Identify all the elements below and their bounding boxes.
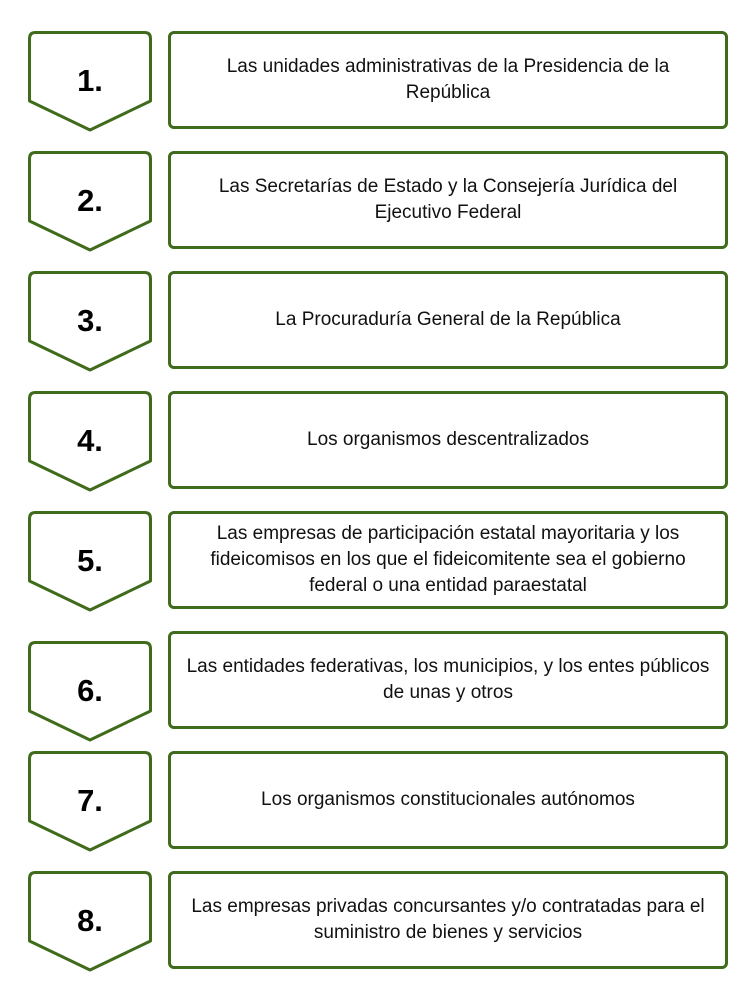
list-item-8 [0,871,752,975]
chevron-shape [28,871,152,975]
list-item-4 [0,391,752,495]
item-number: 5. [77,543,103,578]
item-text: Los organismos descentralizados [307,429,589,450]
item-box [168,391,728,489]
list-item-5 [0,511,752,615]
item-box [168,151,728,249]
item-number: 7. [77,783,103,818]
item-box [168,871,728,969]
item-text: Las entidades federativas, los municipios, y los entes públicos de unas y otros [186,656,710,703]
list-item-6 [0,631,752,735]
list-item-1 [0,31,752,135]
item-box [168,271,728,369]
item-number: 6. [77,673,103,708]
item-box [168,751,728,849]
item-box [168,511,728,609]
item-text: Los organismos constitucionales autónomos [261,789,635,810]
chevron-shape [28,31,152,135]
item-number: 2. [77,183,103,218]
item-number: 8. [77,903,103,938]
list-item-2 [0,151,752,255]
item-number: 1. [77,63,103,98]
chevron-shape [28,751,152,855]
chevron-shape [28,641,152,745]
chevron-shape [28,151,152,255]
item-text: Las unidades administrativas de la Presidencia de la República [226,56,670,103]
item-text: Las empresas privadas concursantes y/o contratadas para el suministro de bienes y servicios [191,896,705,943]
item-text: Las Secretarías de Estado y la Consejería Jurídica del Ejecutivo Federal [218,176,678,223]
item-box [168,31,728,129]
list-item-3 [0,271,752,375]
chevron-shape [28,271,152,375]
list-item-7 [0,751,752,855]
item-text: Las empresas de participación estatal mayoritaria y los fideicomisos en los que el fideicomitente sea el gobierno federal o una entidad paraestatal [210,523,686,596]
chevron-shape [28,511,152,615]
item-number: 3. [77,303,103,338]
item-text: La Procuraduría General de la República [275,309,621,330]
item-box [168,631,728,729]
item-number: 4. [77,423,103,458]
chevron-shape [28,391,152,495]
